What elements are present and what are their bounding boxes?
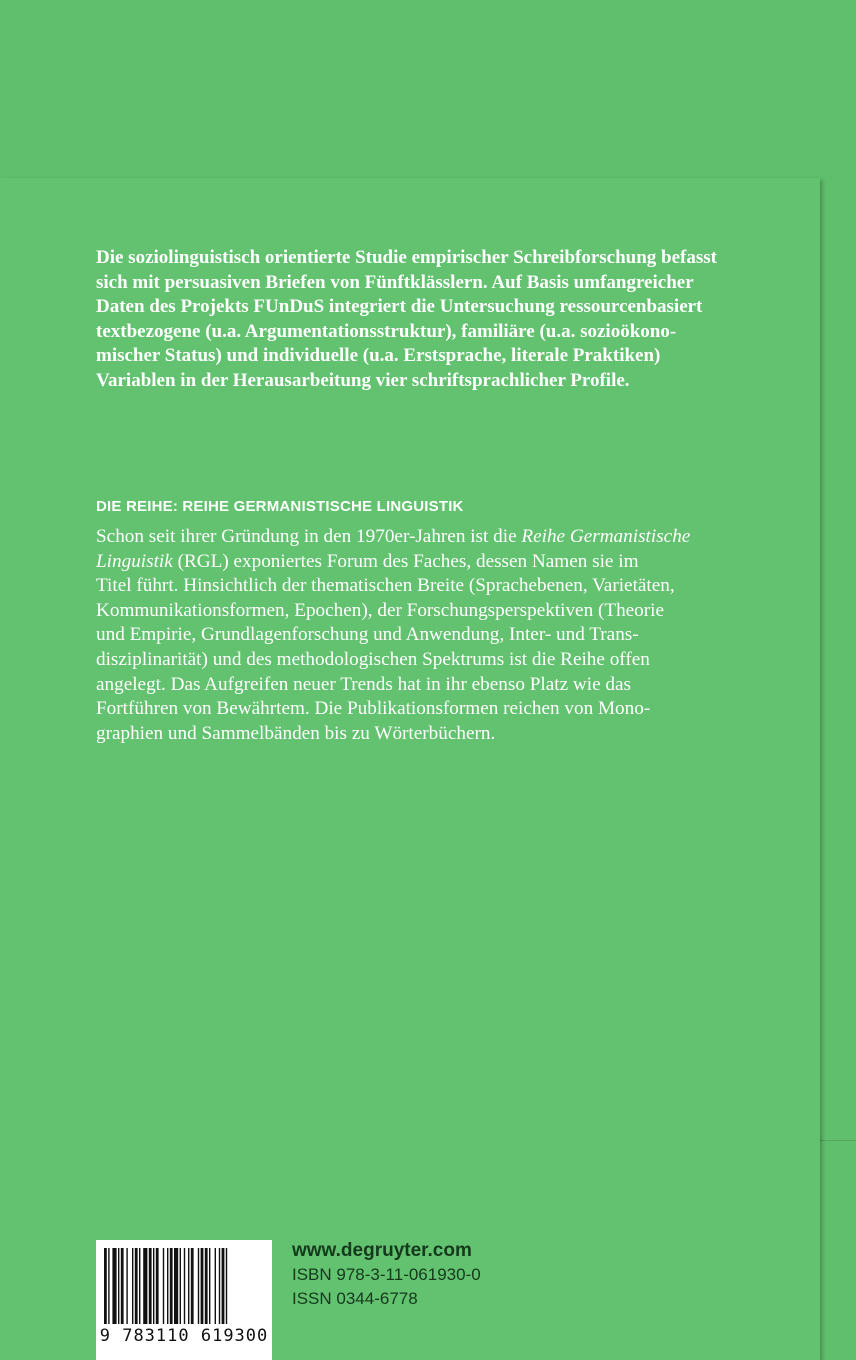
blurb-line: Variablen in der Herausarbeitung vier schriftsprachlicher Profile. [96, 369, 630, 391]
barcode [96, 1240, 272, 1360]
isbn: ISBN 978-3-11-061930-0 [292, 1265, 481, 1284]
series-line [96, 525, 726, 550]
blurb-line: Die soziolinguistisch orientierte Studie empirischer Schreibforschung befasst [96, 247, 717, 268]
blurb-line: mischer Status) und individuelle (u.a. Erstsprache, literale Praktiken) [96, 345, 661, 366]
series-title-italic: Reihe Germanistische [521, 526, 691, 547]
series-line: graphien und Sammelbänden bis zu Wörterbüchern. [96, 722, 496, 744]
edge-line [820, 1140, 856, 1141]
publisher-url[interactable]: www.degruyter.com [292, 1240, 472, 1261]
series-line: disziplinarität) und des methodologischen Spektrums ist die Reihe offen [96, 648, 650, 670]
series-line-text: (RGL) exponiertes Forum des Faches, dessen Namen sie im [172, 550, 639, 572]
issn: ISSN 0344-6778 [292, 1289, 418, 1308]
publisher-info [292, 1238, 481, 1311]
series-line: Titel führt. Hinsichtlich der thematischen Breite (Sprachebenen, Varietäten, [96, 575, 675, 597]
book-blurb [96, 246, 736, 393]
series-heading: DIE REIHE: REIHE GERMANISTISCHE LINGUISTIK [96, 498, 464, 515]
series-title-italic: Linguistik [96, 550, 173, 572]
blurb-line: textbezogene (u.a. Argumentationsstruktur), familiäre (u.a. sozioökono- [96, 320, 677, 342]
series-line [96, 550, 726, 575]
barcode-digits: 9 783110 619300 [99, 1326, 269, 1346]
blurb-line: Daten des Projekts FUnDuS integriert die Untersuchung ressourcenbasiert [96, 296, 703, 317]
series-line: und Empirie, Grundlagenforschung und Anwendung, Inter- und Trans- [96, 624, 639, 646]
barcode-bars [104, 1248, 264, 1328]
series-line: angelegt. Das Aufgreifen neuer Trends hat in ihr ebenso Platz wie das [96, 673, 631, 695]
series-line: Kommunikationsformen, Epochen), der Forschungsperspektiven (Theorie [96, 599, 665, 621]
blurb-line: sich mit persuasiven Briefen von Fünftklässlern. Auf Basis umfangreicher [96, 271, 694, 293]
series-line-text: Schon seit ihrer Gründung in den 1970er-Jahren ist die [96, 526, 522, 547]
series-line: Fortführen von Bewährtem. Die Publikationsformen reichen von Mono- [96, 698, 651, 720]
series-description [96, 525, 726, 746]
